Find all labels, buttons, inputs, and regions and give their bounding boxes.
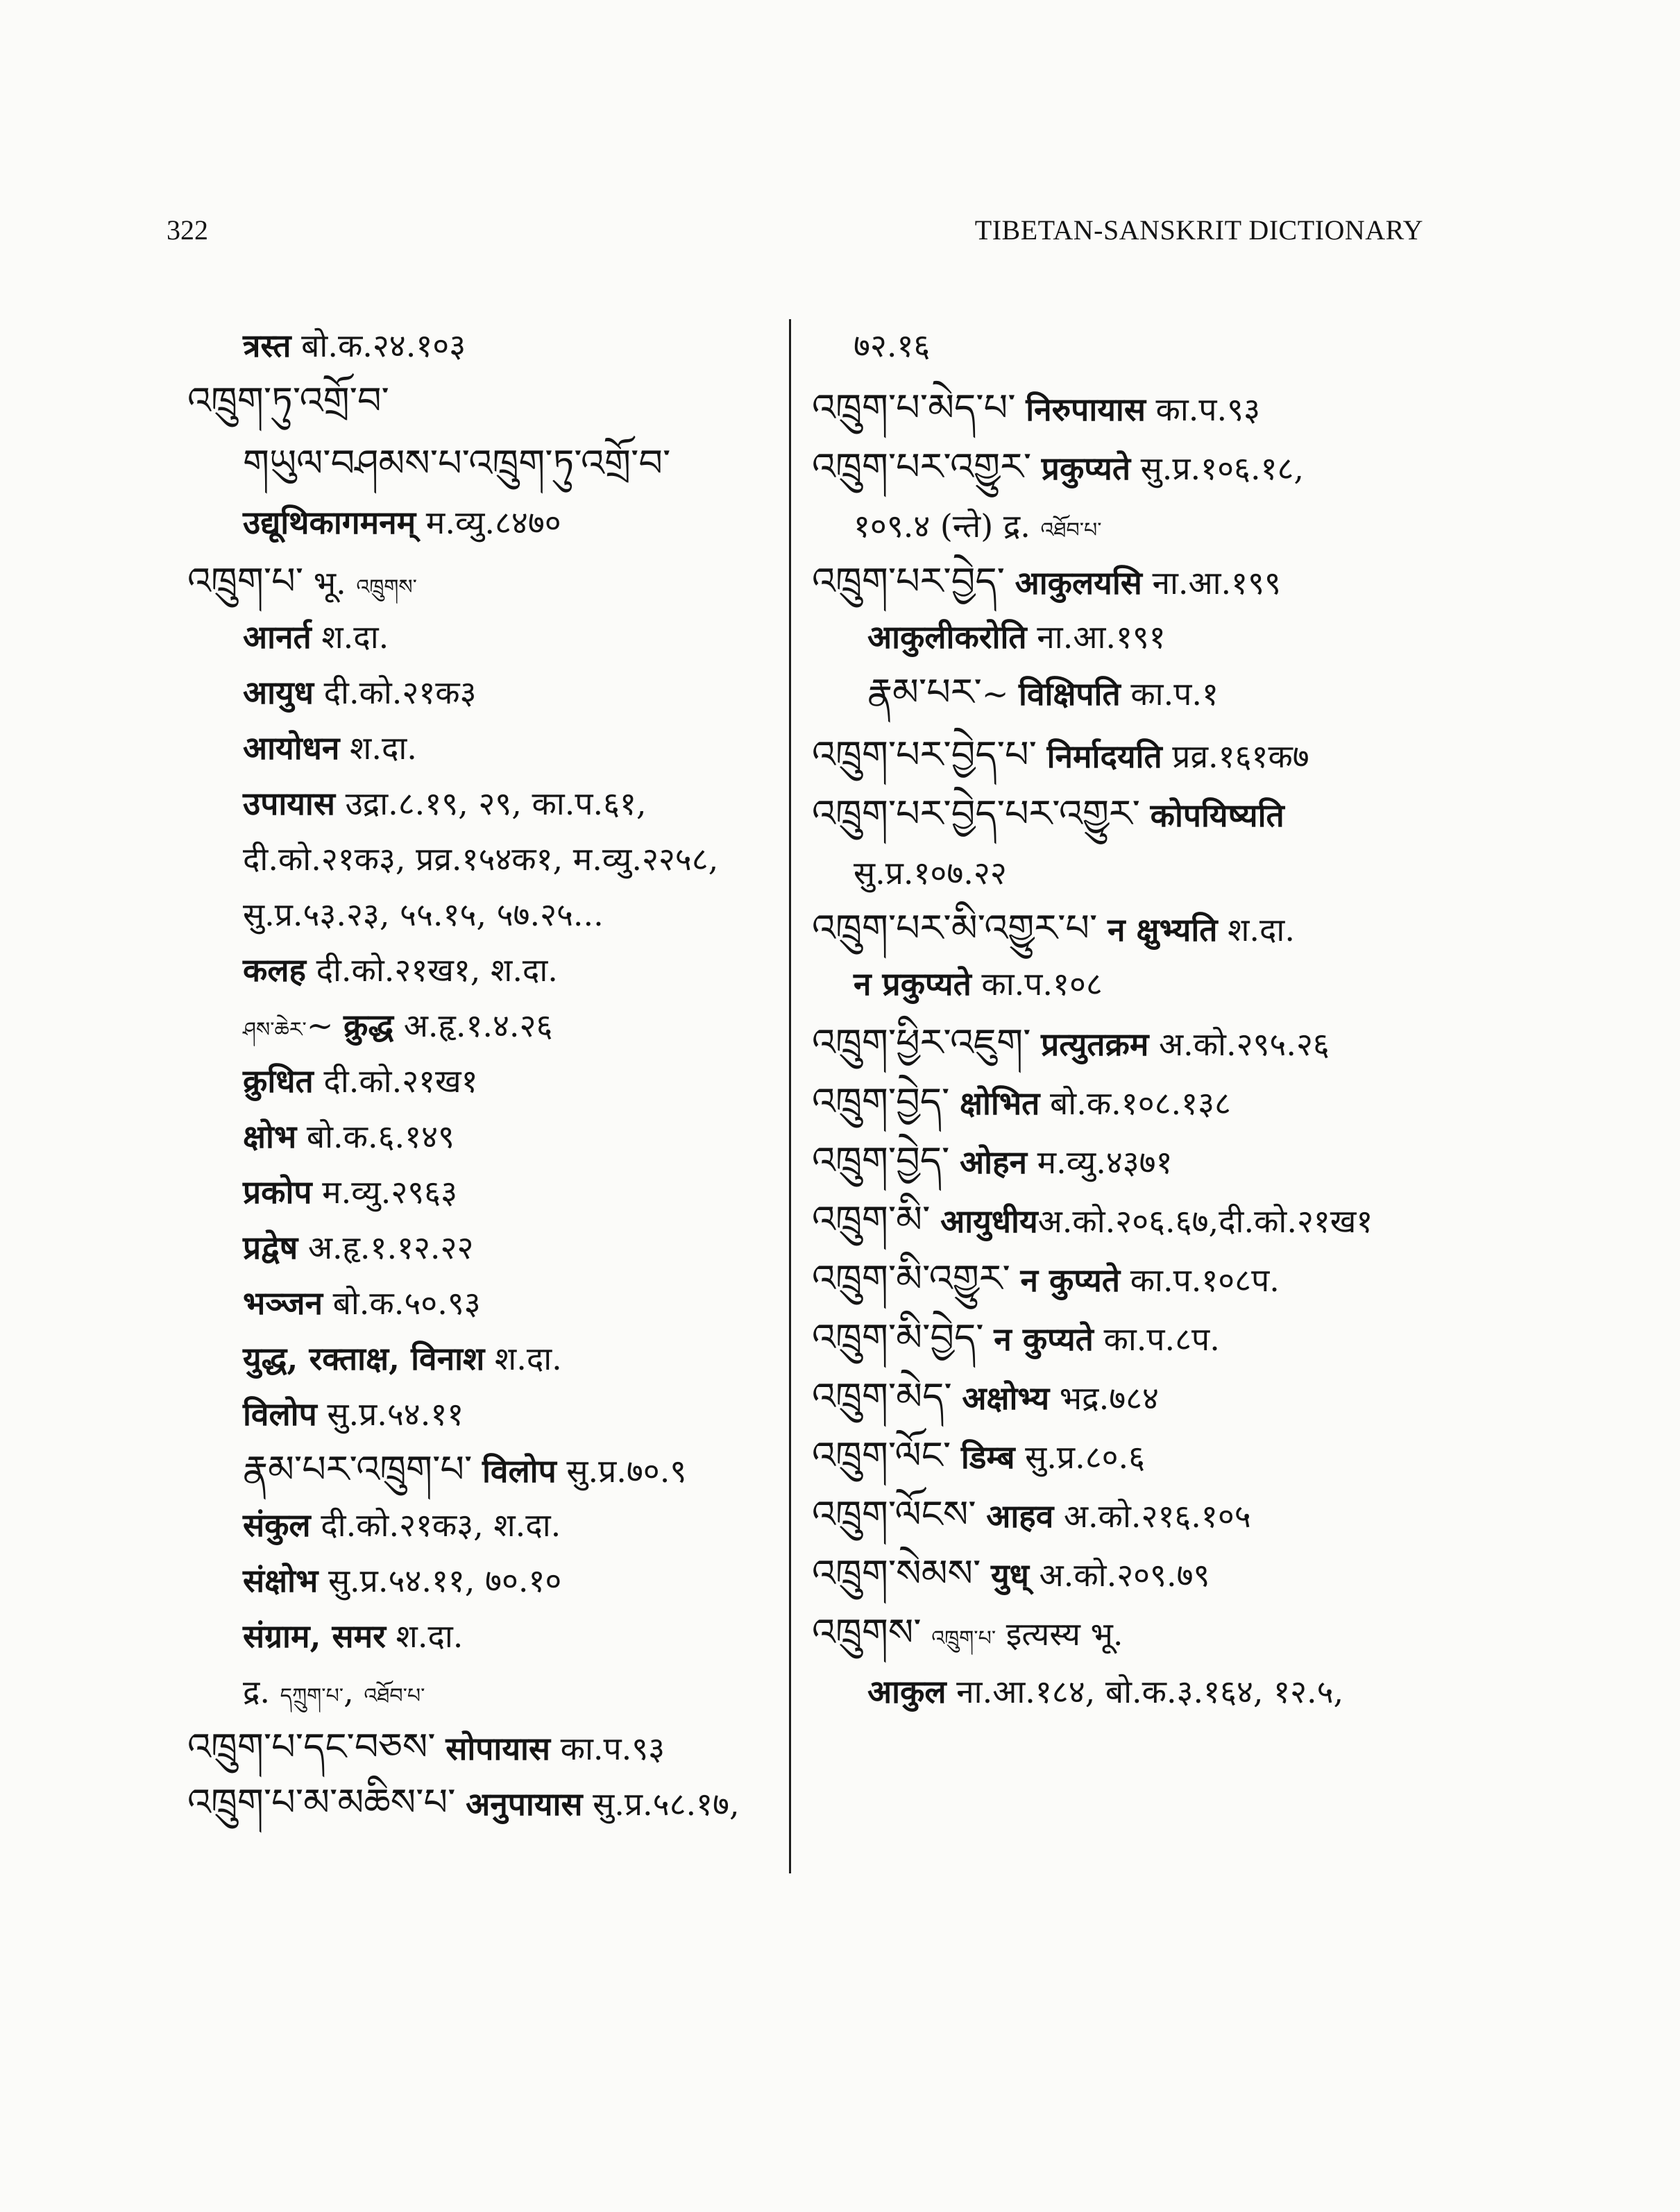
reference-text: उद्रा.८.१९, २९, का.प.६१,	[334, 785, 647, 822]
tibetan-term: འཁྲུག་ལོངས་	[812, 1492, 976, 1536]
reference-text	[1097, 911, 1108, 948]
column-divider	[789, 319, 791, 1873]
dictionary-line	[867, 672, 1219, 715]
tibetan-term: འཁྲུག་བྱེད་	[812, 1080, 950, 1123]
sanskrit-term: आकुलयसि	[1015, 564, 1142, 602]
reference-text: भू.	[303, 564, 357, 602]
reference-text	[922, 1615, 932, 1653]
running-title: TIBETAN-SANSKRIT DICTIONARY	[974, 214, 1423, 246]
dictionary-line	[243, 672, 477, 713]
tibetan-term: འཁྲུག་མི་བྱེད་	[812, 1316, 984, 1359]
reference-text: का.प.९३	[1145, 391, 1260, 428]
tibetan-term: འཁྲུག་ཏུ་འགྲོ་བ་	[187, 379, 389, 423]
sanskrit-term: प्रद्वेष	[243, 1229, 298, 1266]
tibetan-term: འཁྲུགས་	[812, 1610, 922, 1654]
sanskrit-term: निरुपायास	[1026, 391, 1146, 428]
reference-text: बो.क.१०८.१३८	[1040, 1084, 1231, 1122]
reference-text: ना.आ.१९९	[1142, 564, 1281, 602]
dictionary-line	[243, 783, 647, 824]
dictionary-line	[243, 1005, 552, 1051]
sanskrit-term: क्रुद्ध	[343, 1007, 394, 1044]
tibetan-term: འཁྲུག་ཕྱིར་འཇུག་	[812, 1021, 1031, 1064]
dictionary-line	[243, 1560, 561, 1601]
sanskrit-term: ओहन	[960, 1143, 1028, 1181]
reference-text: का.प.१	[1120, 675, 1219, 713]
tibetan-term: འཁྲུག་པར་བྱེད་པ་	[812, 733, 1037, 776]
sanskrit-term: न प्रकुप्यते	[854, 965, 971, 1003]
reference-text: ना.आ.१९१	[1026, 618, 1166, 656]
sanskrit-term: न कुप्यते	[994, 1320, 1094, 1358]
reference-text: श.दा.	[385, 1617, 464, 1655]
sanskrit-term: आयोधन	[243, 729, 340, 767]
reference-text: सु.प्र.७०.९	[556, 1452, 687, 1490]
dictionary-line	[812, 734, 1309, 777]
reference-text: ना.आ.१८४, बो.क.३.१६४, १२.५,	[946, 1673, 1344, 1710]
tibetan-term: འཁྲུག་མི་	[812, 1198, 931, 1241]
dictionary-line	[243, 1504, 561, 1546]
reference-text: का.प.१०८	[971, 965, 1103, 1003]
reference-text: अ.को.२०६.६७,दी.को.२१ख१	[1037, 1202, 1373, 1240]
sanskrit-term: क्षोभित	[960, 1084, 1040, 1122]
sanskrit-term: विलोप	[482, 1452, 557, 1490]
sanskrit-term: संग्राम, समर	[243, 1617, 386, 1655]
dictionary-line	[243, 1615, 463, 1657]
reference-text: ७२.१६	[854, 327, 931, 364]
sanskrit-term: उपायास	[243, 785, 335, 822]
tibetan-term: འཁྲུག་མི་འགྱུར་	[812, 1257, 1010, 1300]
sanskrit-term: प्रकोप	[243, 1173, 312, 1211]
sanskrit-term: आनर्त	[243, 618, 312, 656]
reference-text: बो.क.६.१४९	[296, 1118, 455, 1155]
tibetan-term: འཁྲུག་པར་བྱེད་	[812, 559, 1005, 603]
sanskrit-term: युद्ध, रक्ताक्ष, विनाश	[243, 1340, 485, 1377]
sanskrit-term: प्रकुप्यते	[1041, 450, 1131, 487]
dictionary-line	[243, 1116, 455, 1157]
reference-text: दी.को.२१ख१, श.दा.	[305, 951, 558, 989]
reference-text	[1030, 1026, 1041, 1063]
sanskrit-term: क्रुधित	[243, 1062, 314, 1100]
tibetan-term: འཐོབ་པ་	[1040, 518, 1102, 543]
dictionary-line	[243, 1393, 464, 1435]
reference-text	[1005, 564, 1015, 602]
tibetan-term: འཁྲུག་མེད་	[812, 1375, 952, 1418]
tibetan-term: འཁྲུག་པ་	[931, 1626, 996, 1651]
sanskrit-term: भञ्जन	[243, 1284, 323, 1322]
page-number: 322	[167, 214, 208, 246]
sanskrit-term: न क्षुभ्यति	[1108, 911, 1218, 948]
reference-text: १०९.४ (न्ते) द्र.	[854, 507, 1041, 545]
tibetan-term: འཁྲུག་པར་འགྱུར་	[812, 445, 1032, 488]
reference-text: श.दा.	[339, 729, 417, 767]
dictionary-line	[854, 963, 1103, 1005]
dictionary-line	[867, 616, 1166, 658]
reference-text: सु.प्र.५३.२३, ५५.१५, ५७.२५...	[243, 896, 604, 933]
dictionary-line	[812, 908, 1295, 951]
reference-text	[981, 1556, 991, 1594]
dictionary-line	[854, 505, 1102, 552]
sanskrit-term: अनुपायास	[466, 1785, 583, 1823]
dictionary-line	[243, 1060, 478, 1102]
dictionary-line	[187, 561, 417, 609]
sanskrit-term: विक्षिपति	[1019, 675, 1121, 713]
reference-text	[472, 1452, 482, 1490]
dictionary-line	[243, 949, 558, 991]
dictionary-line	[812, 1553, 1210, 1596]
sanskrit-term: विलोप	[243, 1395, 317, 1433]
sanskrit-term: कोपयिष्यति	[1150, 797, 1284, 834]
dictionary-line	[243, 616, 389, 658]
dictionary-line	[243, 502, 561, 543]
reference-text: अ.हृ.१.४.२६	[393, 1007, 553, 1044]
sanskrit-term: उद्यूथिकागमनम्	[243, 504, 416, 541]
reference-text	[1016, 391, 1026, 428]
sanskrit-term: डिम्ब	[960, 1438, 1015, 1476]
reference-text	[1140, 797, 1151, 834]
dictionary-line	[812, 1435, 1145, 1478]
tibetan-term: འཁྲུག་ལོང་	[812, 1433, 951, 1477]
sanskrit-term: अक्षोभ्य	[962, 1379, 1050, 1417]
reference-text: सु.प्र.१०७.२२	[854, 854, 1007, 892]
tibetan-term: གཡུལ་བཤམས་པ་འཁྲུག་ཏུ་འགྲོ་བ་	[243, 441, 671, 485]
reference-text: अ.को.२९५.२६	[1148, 1026, 1330, 1063]
reference-text: दी.को.२१क३	[313, 674, 477, 711]
reference-text	[952, 1379, 962, 1417]
sanskrit-term: क्षोभ	[243, 1118, 297, 1155]
dictionary-line	[243, 1171, 457, 1213]
dictionary-line	[854, 325, 930, 366]
reference-text: का.प.८प.	[1093, 1320, 1220, 1358]
dictionary-line	[812, 1258, 1280, 1301]
sanskrit-term: संक्षोभ	[243, 1562, 319, 1599]
reference-text: म.व्यु.२९६३	[312, 1173, 458, 1211]
tibetan-term: འཁྲུག་པར་བྱེད་པར་འགྱུར་	[812, 792, 1140, 835]
tibetan-term: འཁྲུག་བྱེད་	[812, 1139, 950, 1182]
dictionary-line	[812, 561, 1281, 604]
tibetan-term: དཀྲུག་པ་	[280, 1684, 344, 1708]
dictionary-line	[243, 1227, 473, 1268]
tibetan-term: འཁྲུག་པར་མི་འགྱུར་པ་	[812, 906, 1098, 950]
reference-text	[455, 1785, 466, 1823]
reference-text: श.दा.	[484, 1340, 562, 1377]
reference-text: अ.हृ.१.१२.२२	[298, 1229, 474, 1266]
dictionary-line	[812, 446, 1304, 489]
sanskrit-term: प्रत्युतक्रम	[1041, 1026, 1149, 1063]
tibetan-term: འཁྲུག་པ་	[187, 559, 304, 603]
reference-text: सु.प्र.५८.१७,	[582, 1785, 740, 1823]
tibetan-term: རྣམ་པར་	[867, 670, 982, 714]
dictionary-line	[812, 793, 1284, 836]
reference-text: म.व्यु.४३७१	[1027, 1143, 1173, 1181]
tibetan-term: རྣམ་པར་འཁྲུག་པ་	[243, 1447, 473, 1491]
reference-text	[930, 1202, 940, 1240]
tibetan-term: འཁྲུག་པ་དང་བཅས་	[187, 1725, 436, 1769]
reference-text	[436, 1730, 446, 1767]
dictionary-line	[243, 894, 604, 935]
reference-text: का.प.१०८प.	[1120, 1261, 1280, 1299]
sanskrit-term: त्रस्त	[243, 327, 291, 364]
tibetan-term: འཁྲུག་པ་མེད་པ་	[812, 386, 1016, 429]
dictionary-line	[243, 1449, 686, 1492]
dictionary-line	[812, 1317, 1220, 1360]
reference-text: प्रव्र.१६१क७	[1162, 738, 1309, 775]
reference-text: सु.प्र.५४.११, ७०.१०	[318, 1562, 562, 1599]
dictionary-line	[243, 443, 670, 486]
dictionary-line	[867, 1671, 1343, 1712]
reference-text: दी.को.२१ख१	[313, 1062, 478, 1100]
reference-text: ,	[343, 1673, 364, 1710]
reference-text: दी.को.२१क३, प्रव्र.१५४क१, म.व्यु.२२५८,	[243, 840, 719, 878]
page-header	[167, 214, 1423, 248]
dictionary-line	[812, 387, 1260, 430]
reference-text: ~	[981, 675, 1019, 713]
reference-text: ~	[306, 1007, 344, 1044]
sanskrit-term: न कुप्यते	[1020, 1261, 1121, 1299]
reference-text: अ.को.२१६.१०५	[1053, 1497, 1251, 1535]
tibetan-term: འཁྲུག་པ་མ་མཆིས་པ་	[187, 1780, 456, 1824]
reference-text	[951, 1438, 961, 1476]
reference-text	[984, 1320, 994, 1358]
sanskrit-term: आयुध	[243, 674, 314, 711]
sanskrit-term: युध्	[990, 1556, 1029, 1594]
sanskrit-term: आयुधीय	[940, 1202, 1038, 1240]
dictionary-line	[187, 380, 389, 423]
dictionary-line	[812, 1612, 1123, 1660]
sanskrit-term: सोपायास	[446, 1730, 551, 1767]
dictionary-line	[243, 325, 466, 366]
dictionary-line	[812, 1140, 1173, 1183]
dictionary-line	[187, 1782, 740, 1825]
reference-text	[949, 1143, 960, 1181]
sanskrit-term: आकुल	[867, 1673, 947, 1710]
reference-text: इत्यस्य भू.	[996, 1615, 1123, 1653]
reference-text: श.दा.	[311, 618, 389, 656]
dictionary-line	[243, 1282, 481, 1324]
reference-text: बो.क.२४.१०३	[291, 327, 466, 364]
reference-text	[1010, 1261, 1021, 1299]
reference-text: म.व्यु.८४७०	[416, 504, 561, 541]
tibetan-term: འཁྲུགས་	[356, 575, 417, 599]
dictionary-line	[243, 1671, 425, 1717]
dictionary-line	[812, 1494, 1251, 1537]
tibetan-term: འཁྲུག་སེམས་	[812, 1551, 981, 1595]
tibetan-term: འཐོབ་པ་	[364, 1684, 425, 1708]
tibetan-term: ཤས་ཆེར་	[243, 1018, 307, 1042]
reference-text	[1037, 738, 1047, 775]
dictionary-line	[812, 1376, 1159, 1419]
dictionary-line	[243, 838, 718, 880]
dictionary-line	[187, 1726, 665, 1769]
dictionary-line	[243, 1338, 562, 1379]
dictionary-line	[812, 1081, 1231, 1124]
dictionary-line	[243, 727, 417, 769]
reference-text: द्र.	[243, 1673, 280, 1710]
reference-text	[976, 1497, 987, 1535]
reference-text: भद्र.७८४	[1049, 1379, 1159, 1417]
reference-text: अ.को.२०९.७९	[1028, 1556, 1210, 1594]
reference-text	[1031, 450, 1042, 487]
reference-text: सु.प्र.५४.११	[316, 1395, 464, 1433]
reference-text: का.प.९३	[550, 1730, 665, 1767]
sanskrit-term: आकुलीकरोति	[867, 618, 1027, 656]
dictionary-line	[812, 1022, 1330, 1065]
sanskrit-term: संकुल	[243, 1506, 311, 1544]
sanskrit-term: कलह	[243, 951, 306, 989]
reference-text: सु.प्र.१०६.१८,	[1130, 450, 1305, 487]
sanskrit-term: आहव	[986, 1497, 1054, 1535]
dictionary-line	[812, 1199, 1373, 1242]
sanskrit-term: निर्मादयति	[1046, 738, 1162, 775]
reference-text	[949, 1084, 960, 1122]
reference-text: दी.को.२१क३, श.दा.	[310, 1506, 561, 1544]
reference-text: बो.क.५०.९३	[323, 1284, 481, 1322]
dictionary-line	[854, 852, 1007, 894]
reference-text: श.दा.	[1217, 911, 1295, 948]
reference-text: सु.प्र.८०.६	[1015, 1438, 1146, 1476]
